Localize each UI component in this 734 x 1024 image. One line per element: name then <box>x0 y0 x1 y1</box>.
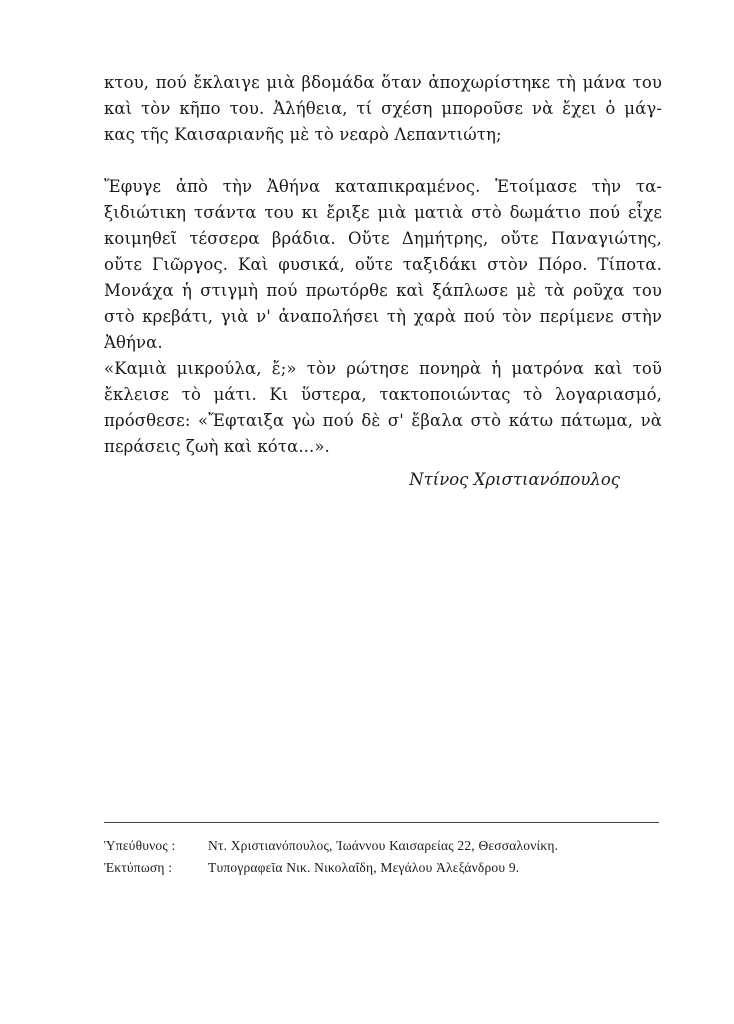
text-line: κας τῆς Καισαριανῆς μὲ τὸ νεαρὸ Λεπαντιώτη; <box>104 125 502 144</box>
responsible-label: Ὑπεύθυνος : <box>104 838 176 853</box>
responsible-value: Ντ. Χριστιανόπουλος, Ἰωάννου Καισαρείας 22, Θεσσαλονίκη. <box>208 838 559 853</box>
text-line: ἔκλεισε τὸ μάτι. Κι ὕστερα, τακτοποιώντας τὸ λογαριασμό, <box>104 385 662 404</box>
printing-label: Ἐκτύπωση : <box>104 860 173 875</box>
text-line: στὸ κρεβάτι, γιὰ ν' ἀναπολήσει τὴ χαρὰ πού τὸν περίμενε στὴν <box>104 307 662 326</box>
printing-value: Τυπογραφεῖα Νικ. Νικολαΐδη, Μεγάλου Ἀλεξάνδρου 9. <box>208 860 520 875</box>
text-line: Ἔφυγε ἀπὸ τὴν Ἀθήνα καταπικραμένος. Ἑτοίμασε τὴν τα- <box>104 177 662 196</box>
text-line: περάσεις ζωὴ καὶ κότα...». <box>104 437 330 456</box>
colophon <box>104 822 659 879</box>
text-line: κτου, πού ἔκλαιγε μιὰ βδομάδα ὅταν ἀποχωρίστηκε τὴ μάνα του <box>104 73 662 92</box>
printing-line <box>104 857 659 879</box>
paragraph-1 <box>104 70 662 148</box>
paragraph-3 <box>104 356 662 460</box>
text-line: κοιμηθεῖ τέσσερα βράδια. Οὔτε Δημήτρης, οὔτε Παναγιώτης, <box>104 229 662 248</box>
paragraph-2 <box>104 174 662 356</box>
text-line: «Καμιὰ μικρούλα, ἔ;» τὸν ρώτησε πονηρὰ ἡ ματρόνα καὶ τοῦ <box>104 359 662 378</box>
responsible-line <box>104 835 659 857</box>
text-line: πρόσθεσε: «Ἔφταιξα γὼ πού δὲ σ' ἔβαλα στὸ κάτω πάτωμα, νὰ <box>104 411 662 430</box>
text-line: καὶ τὸν κῆπο του. Ἀλήθεια, τί σχέση μποροῦσε νὰ ἔχει ὁ μάγ- <box>104 99 662 118</box>
text-line: ξιδιώτικη τσάντα του κι ἔριξε μιὰ ματιὰ στὸ δωμάτιο πού εἶχε <box>104 203 662 222</box>
document-body <box>104 70 662 489</box>
section-gap <box>104 148 662 174</box>
footer-divider <box>104 822 659 823</box>
text-line: οὔτε Γιῶργος. Καὶ φυσικά, οὔτε ταξιδάκι στὸν Πόρο. Τίποτα. <box>104 255 662 274</box>
author-signature: Ντίνος Χριστιανόπουλος <box>409 470 620 489</box>
text-line: Ἀθήνα. <box>104 333 163 352</box>
text-line: Μονάχα ἡ στιγμὴ πού πρωτόρθε καὶ ξάπλωσε μὲ τὰ ροῦχα του <box>104 281 662 300</box>
